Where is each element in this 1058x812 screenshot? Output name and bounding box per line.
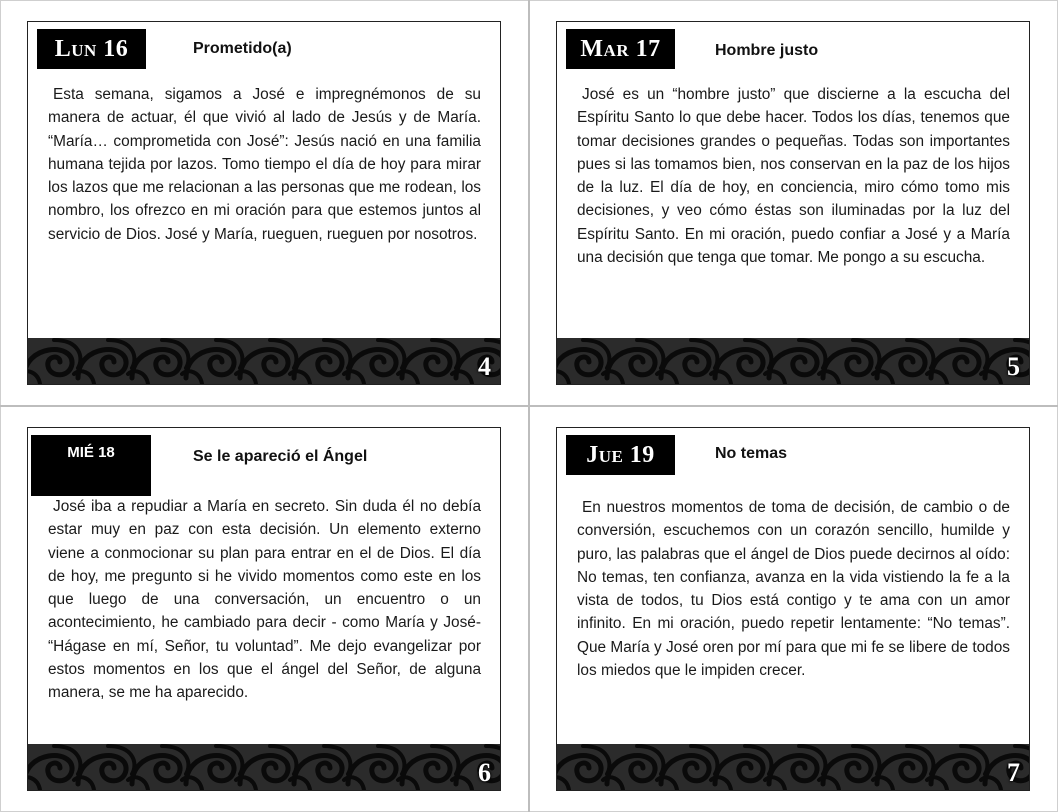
page-number: 7: [1007, 758, 1020, 787]
ornament-band: [557, 338, 1029, 384]
ornament-pattern-icon: [557, 744, 1029, 790]
card-title: Prometido(a): [193, 40, 292, 57]
page-number: 4: [478, 352, 491, 381]
card-lun-16: [27, 21, 501, 385]
card-jue-19: [556, 427, 1030, 791]
day-label: Jue 19: [566, 435, 675, 475]
card-mie-18: [27, 427, 501, 791]
ornament-pattern-icon: [28, 338, 500, 384]
card-title: Se le apareció el Ángel: [193, 448, 368, 465]
page-number: 5: [1007, 352, 1020, 381]
ornament-pattern-icon: [28, 744, 500, 790]
card-body-text: Esta semana, sigamos a José e impregnémonos de su manera de actuar, él que vivió al lado de Jesús y de María. “María… comprometida con José”: Jesús nació en una familia humana tejida por lazos. Tomo tiempo el día de hoy para mirar los lazos que me relacionan a las personas que me rodean, los nombro, los ofrezco en mi oración para que estemos juntos al servicio de Dios. José y María, rueguen, rueguen por nosotros.: [48, 86, 481, 243]
card-title: Hombre justo: [715, 42, 819, 59]
card-body-text: José iba a repudiar a María en secreto. Sin duda él no debía estar muy en paz con esta decisión. Un elemento externo viene a conmocionar su plan para entrar en el de Dios. El día de hoy, me pregunto si he vivido momentos como este en los que luego de una conversación, un encuentro o un acontecimiento, he cambiado para decir - como María y José- “Hágase en mí, Señor, tu voluntad”. Me dejo evangelizar por estos momentos en los que el ángel del Señor, de alguna manera, se me ha aparecido.: [48, 498, 481, 702]
card-body-text: José es un “hombre justo” que discierne a la escucha del Espíritu Santo lo que debe hacer. Todos los días, tenemos que tomar decisiones grandes o pequeñas. Todas son importantes pues si las tomamos bien, nos conservan en la paz de los hijos de la luz. El día de hoy, en conciencia, miro cómo tomo mis decisiones, y veo cómo éstas son iluminadas por la luz del Espíritu Santo. En mi oración, puedo confiar a José y a María una decisión que tenga que tomar. Me pongo a su escucha.: [577, 86, 1010, 267]
day-label: Mar 17: [566, 29, 675, 69]
horizontal-cut-line: [0, 405, 1058, 407]
card-title: No temas: [715, 445, 788, 462]
day-label: Lun 16: [37, 29, 146, 69]
ornament-band: [557, 744, 1029, 790]
ornament-band: [28, 338, 500, 384]
ornament-band: [28, 744, 500, 790]
ornament-pattern-icon: [557, 338, 1029, 384]
card-mar-17: [556, 21, 1030, 385]
page-number: 6: [478, 758, 491, 787]
card-body-text: En nuestros momentos de toma de decisión, de cambio o de conversión, escuchemos con un corazón sencillo, humilde y puro, las palabras que el ángel de Dios puede decirnos al oído: No temas, ten confianza, avanza en la vida vistiendo la fe a la vista de todos, tu Dios está contigo y te ama con un amor infinito. En mi oración, puedo repetir lentamente: “No temas”. Que María y José oren por mí para que mi fe se libere de todos los miedos que le impiden crecer.: [577, 499, 1010, 680]
day-label: MIÉ 18: [31, 435, 151, 496]
